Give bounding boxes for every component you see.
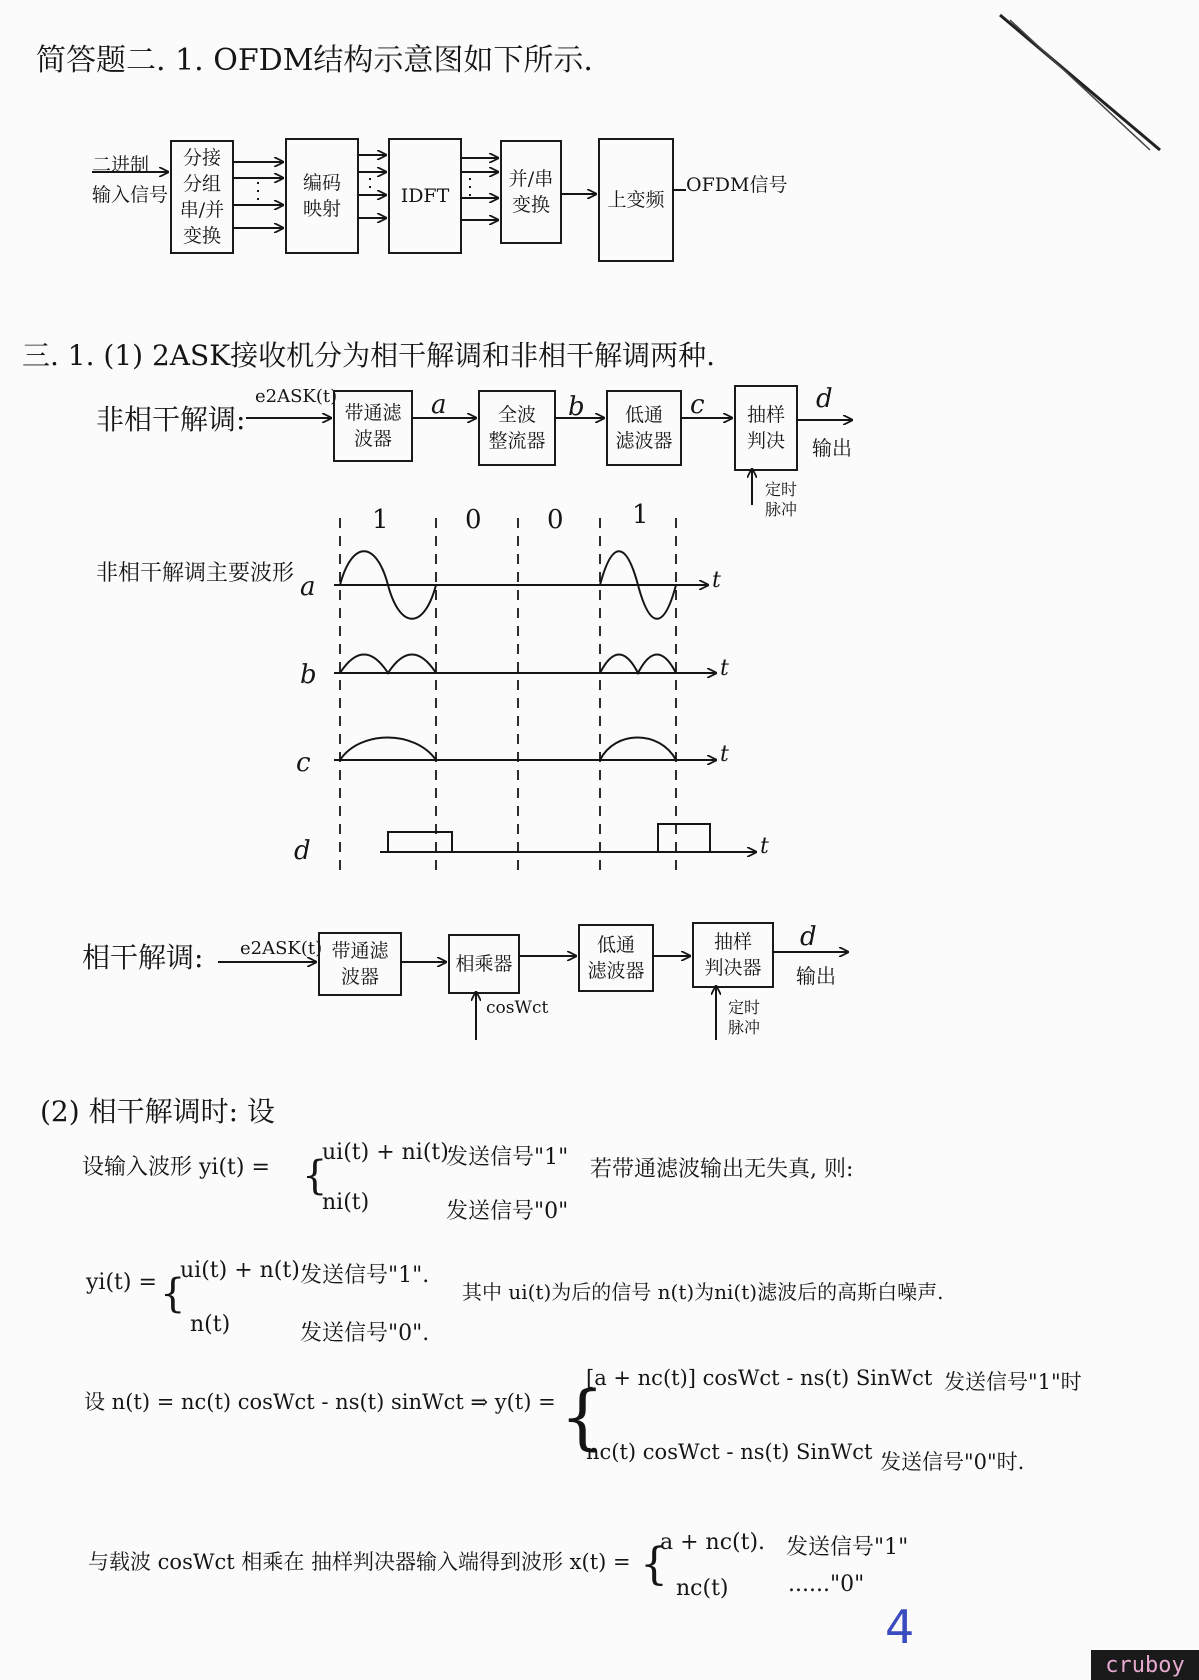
wave-row-c-label: c: [296, 748, 311, 778]
coherent-output-label: 输出: [796, 964, 836, 988]
coherent-input-label: e2ASK(t): [240, 938, 323, 959]
bit-label-1: 1: [372, 505, 389, 535]
eq1-case2-expr: ni(t): [322, 1190, 370, 1215]
eq1-case1-expr: ui(t) + ni(t): [322, 1140, 449, 1165]
bit-label-3: 0: [547, 505, 564, 535]
wave-row-d-label: d: [294, 836, 311, 866]
eq2-lead: yi(t) =: [86, 1270, 157, 1295]
waveform-title: 非相干解调主要波形: [96, 561, 295, 586]
ofdm-block-encode-map: 编码 映射: [285, 138, 359, 254]
bit-label-4: 1: [632, 500, 649, 530]
eq1-note: 若带通滤波输出无失真, 则:: [590, 1157, 854, 1182]
ofdm-input-label: 二进制 输入信号: [92, 154, 169, 206]
eq2-case1-cond: 发送信号"1".: [300, 1263, 430, 1288]
noncoherent-bandpass-filter: 带通滤 波器: [333, 390, 413, 462]
wave-row-b-label: b: [300, 660, 317, 690]
eq1-case1-cond: 发送信号"1": [446, 1145, 569, 1170]
page-number: 4: [885, 1600, 915, 1654]
bit-label-2: 0: [465, 505, 482, 535]
coherent-sampler: 抽样 判决器: [692, 922, 774, 988]
noncoherent-input-label: e2ASK(t): [255, 386, 338, 407]
signal-d-label: d: [816, 384, 833, 414]
eq3-case1-cond: 发送信号"1"时: [944, 1370, 1082, 1394]
ofdm-block-idft: IDFT: [388, 138, 462, 254]
eq4-case1-expr: a + nc(t).: [660, 1530, 766, 1555]
noncoherent-sampler: 抽样 判决: [734, 385, 798, 471]
carrier-label: cosWct: [486, 998, 549, 1018]
part2-heading: (2) 相干解调时: 设: [40, 1095, 275, 1128]
eq2-note: 其中 ui(t)为后的信号 n(t)为ni(t)滤波后的高斯白噪声.: [462, 1280, 944, 1304]
eq1-lead: 设输入波形 yi(t) =: [82, 1155, 270, 1180]
eq4-case2-cond: ......"0": [788, 1572, 865, 1597]
coherent-bandpass-filter: 带通滤 波器: [318, 932, 402, 996]
signal-c-label: c: [690, 390, 705, 420]
wave-row-a-label: a: [300, 572, 316, 602]
noncoherent-label: 非相干解调:: [96, 403, 246, 436]
eq4-case1-cond: 发送信号"1": [786, 1535, 909, 1560]
eq4-brace: {: [640, 1539, 668, 1590]
axis-t-b: t: [720, 656, 729, 681]
axis-t-a: t: [712, 568, 721, 593]
ofdm-block-parallel-serial: 并/串 变换: [500, 140, 562, 244]
eq2-case2-expr: n(t): [190, 1312, 231, 1337]
axis-t-d: t: [760, 834, 769, 859]
eq3-case1-expr: [a + nc(t)] cosWct - ns(t) SinWct: [586, 1366, 933, 1390]
signal-b-label: b: [568, 392, 585, 422]
coherent-signal-d: d: [800, 922, 817, 952]
watermark: cruboy: [1091, 1650, 1199, 1680]
coherent-lowpass-filter: 低通 滤波器: [578, 924, 654, 992]
noncoherent-clock-label: 定时 脉冲: [765, 480, 798, 519]
eq3-lead: 设 n(t) = nc(t) cosWct - ns(t) sinWct ⇒ y(t) =: [84, 1390, 556, 1414]
eq2-case1-expr: ui(t) + n(t): [180, 1258, 300, 1283]
coherent-clock-label: 定时 脉冲: [728, 998, 761, 1037]
eq3-case2-expr: nc(t) cosWct - ns(t) SinWct: [586, 1440, 873, 1464]
ofdm-block-serial-parallel: 分接 分组 串/并 变换: [170, 140, 234, 254]
eq4-lead: 与载波 cosWct 相乘在 抽样判决器输入端得到波形 x(t) =: [88, 1550, 631, 1574]
ofdm-output-label: OFDM信号: [686, 174, 788, 196]
eq4-case2-expr: nc(t): [676, 1576, 729, 1601]
signal-a-label: a: [431, 390, 447, 420]
noncoherent-lowpass-filter: 低通 滤波器: [606, 390, 682, 466]
noncoherent-rectifier: 全波 整流器: [478, 390, 556, 466]
eq3-case2-cond: 发送信号"0"时.: [880, 1450, 1025, 1474]
coherent-multiplier: 相乘器: [448, 934, 520, 994]
ofdm-block-upconvert: 上变频: [598, 138, 674, 262]
eq1-case2-cond: 发送信号"0": [446, 1199, 569, 1224]
noncoherent-output-label: 输出: [812, 436, 852, 460]
coherent-label: 相干解调:: [82, 941, 204, 974]
section3-heading: 三. 1. (1) 2ASK接收机分为相干解调和非相干解调两种.: [22, 339, 716, 372]
eq2-brace: {: [160, 1271, 186, 1317]
page-title: 简答题二. 1. OFDM结构示意图如下所示.: [36, 43, 593, 78]
eq2-case2-cond: 发送信号"0".: [300, 1321, 430, 1346]
eq3-brace: {: [560, 1376, 605, 1458]
axis-t-c: t: [720, 742, 729, 767]
eq1-brace: {: [302, 1153, 328, 1199]
